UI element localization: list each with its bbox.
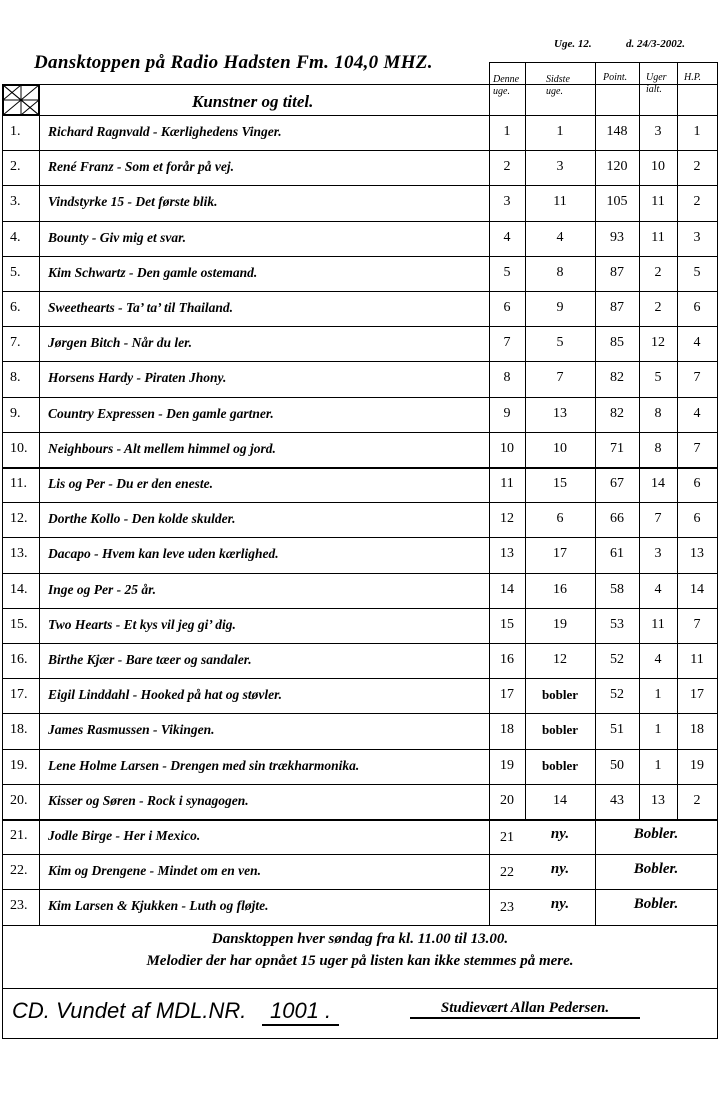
row-this-week: 7 (503, 335, 511, 350)
row-points: 85 (610, 335, 624, 350)
bubble-artist-title: Kim og Drengene - Mindet om en ven. (48, 863, 261, 878)
row-highest-position: 2 (693, 793, 701, 808)
row-last-week: bobler (541, 687, 579, 702)
row-artist-title: Neighbours - Alt mellem himmel og jord. (48, 441, 276, 456)
bubble-new-status: ny. (550, 896, 570, 912)
row-points: 105 (606, 194, 628, 209)
row-divider (3, 256, 717, 257)
row-artist-title: Kim Schwartz - Den gamle ostemand. (48, 265, 258, 280)
row-divider (3, 221, 717, 222)
row-divider (3, 467, 717, 469)
row-position: 12. (10, 511, 28, 526)
row-highest-position: 6 (693, 300, 701, 315)
crossed-box-icon (3, 85, 39, 115)
this-week-header-line1: Denne (493, 74, 520, 85)
row-highest-position: 2 (693, 194, 701, 209)
row-divider (3, 713, 717, 714)
row-divider (3, 361, 717, 362)
row-divider (3, 326, 717, 327)
row-last-week: 17 (553, 546, 567, 561)
row-divider (3, 819, 717, 821)
row-divider (3, 784, 717, 785)
row-position: 13. (10, 546, 28, 561)
footer-rule: Melodier der har opnået 15 uger på listen kan ikke stemmes på mere. (146, 953, 574, 969)
row-artist-title: Richard Ragnvald - Kærlighedens Vinger. (48, 124, 282, 139)
row-weeks-total: 5 (654, 370, 662, 385)
artist-column-header: Kunstner og titel. (192, 92, 314, 111)
bubble-this-week: 21 (500, 830, 514, 845)
row-artist-title: Eigil Linddahl - Hooked på hat og støvler. (48, 687, 283, 702)
row-this-week: 14 (500, 582, 514, 597)
row-position: 14. (10, 582, 28, 597)
row-last-week: 4 (556, 230, 564, 245)
row-highest-position: 3 (693, 230, 701, 245)
row-position: 16. (10, 652, 28, 667)
row-weeks-total: 3 (654, 124, 662, 139)
row-divider (3, 854, 717, 855)
bubble-label: Bobler. (633, 861, 679, 877)
cd-winner-label: CD. Vundet af MDL.NR. (12, 998, 247, 1023)
header-right-edge (717, 62, 718, 84)
bubble-artist-title: Jodle Birge - Her i Mexico. (48, 828, 201, 843)
row-this-week: 10 (500, 441, 514, 456)
bubble-new-status: ny. (550, 861, 570, 877)
row-this-week: 18 (500, 722, 514, 737)
footer-divider (3, 988, 717, 989)
row-points: 120 (606, 159, 628, 174)
row-divider (3, 537, 717, 538)
row-points: 52 (610, 652, 624, 667)
row-this-week: 13 (500, 546, 514, 561)
last-week-header-line2: uge. (546, 86, 563, 97)
row-last-week: 13 (553, 406, 567, 421)
row-position: 19. (10, 758, 28, 773)
row-points: 52 (610, 687, 624, 702)
row-weeks-total: 11 (651, 194, 665, 209)
row-weeks-total: 1 (654, 687, 662, 702)
studio-host: Studievært Allan Pedersen. (410, 1000, 640, 1019)
row-artist-title: Horsens Hardy - Piraten Jhony. (48, 370, 227, 385)
row-points: 82 (610, 406, 624, 421)
row-highest-position: 7 (693, 441, 701, 456)
bubble-position: 23. (10, 898, 28, 913)
row-position: 18. (10, 722, 28, 737)
points-header: Point. (603, 72, 628, 83)
row-weeks-total: 3 (654, 546, 662, 561)
hp-header: H.P. (684, 72, 702, 83)
row-artist-title: Country Expressen - Den gamle gartner. (48, 406, 274, 421)
row-last-week: 19 (553, 617, 567, 632)
row-this-week: 16 (500, 652, 514, 667)
row-position: 3. (10, 194, 21, 209)
row-this-week: 9 (503, 406, 511, 421)
cd-winner-number: 1001 . (262, 998, 339, 1026)
row-highest-position: 4 (693, 335, 701, 350)
this-week-header-line2: uge. (493, 86, 510, 97)
row-points: 53 (610, 617, 624, 632)
row-points: 43 (610, 793, 624, 808)
bubble-label: Bobler. (633, 896, 679, 912)
row-divider (3, 889, 717, 890)
row-weeks-total: 4 (654, 582, 662, 597)
row-last-week: bobler (541, 722, 579, 737)
bubble-position: 22. (10, 863, 28, 878)
bubble-this-week: 22 (500, 865, 514, 880)
bubble-artist-title: Kim Larsen & Kjukken - Luth og fløjte. (48, 898, 269, 913)
week-number: Uge. 12. (554, 38, 592, 50)
row-artist-title: Sweethearts - Ta’ ta’ til Thailand. (48, 300, 234, 315)
row-highest-position: 7 (693, 370, 701, 385)
row-position: 9. (10, 406, 21, 421)
row-last-week: 5 (556, 335, 564, 350)
weeks-total-header (646, 72, 667, 96)
row-last-week: 15 (553, 476, 567, 491)
row-points: 71 (610, 441, 624, 456)
row-points: 58 (610, 582, 624, 597)
row-weeks-total: 8 (654, 406, 662, 421)
row-divider (3, 643, 717, 644)
row-position: 20. (10, 793, 28, 808)
row-artist-title: Kisser og Søren - Rock i synagogen. (48, 793, 249, 808)
row-points: 148 (606, 124, 628, 139)
row-artist-title: James Rasmussen - Vikingen. (48, 722, 215, 737)
row-position: 5. (10, 265, 21, 280)
row-divider (3, 397, 717, 398)
row-position: 2. (10, 159, 21, 174)
bubble-new-status: ny. (550, 826, 570, 842)
row-last-week: bobler (541, 758, 579, 773)
row-divider (3, 678, 717, 679)
header-divider (3, 115, 717, 116)
row-position: 10. (10, 441, 28, 456)
row-points: 67 (610, 476, 624, 491)
row-points: 51 (610, 722, 624, 737)
row-this-week: 17 (500, 687, 514, 702)
row-this-week: 15 (500, 617, 514, 632)
row-weeks-total: 13 (651, 793, 665, 808)
row-weeks-total: 10 (651, 159, 665, 174)
row-last-week: 1 (556, 124, 564, 139)
row-points: 61 (610, 546, 624, 561)
row-artist-title: Two Hearts - Et kys vil jeg gi’ dig. (48, 617, 236, 632)
row-position: 1. (10, 124, 21, 139)
bubble-this-week: 23 (500, 900, 514, 915)
row-weeks-total: 4 (654, 652, 662, 667)
row-highest-position: 1 (693, 124, 701, 139)
row-highest-position: 5 (693, 265, 701, 280)
row-weeks-total: 8 (654, 441, 662, 456)
row-highest-position: 6 (693, 511, 701, 526)
row-highest-position: 18 (690, 722, 704, 737)
row-position: 7. (10, 335, 21, 350)
row-last-week: 14 (553, 793, 567, 808)
row-weeks-total: 7 (654, 511, 662, 526)
row-divider (3, 502, 717, 503)
row-divider (3, 749, 717, 750)
row-highest-position: 7 (693, 617, 701, 632)
row-divider (3, 573, 717, 574)
row-weeks-total: 2 (654, 265, 662, 280)
row-last-week: 11 (553, 194, 567, 209)
row-points: 87 (610, 300, 624, 315)
row-last-week: 7 (556, 370, 564, 385)
row-points: 87 (610, 265, 624, 280)
position-column-divider (39, 84, 40, 925)
last-week-header-line1: Sidste (546, 74, 570, 85)
row-highest-position: 19 (690, 758, 704, 773)
row-divider (3, 150, 717, 151)
row-position: 8. (10, 370, 21, 385)
row-last-week: 12 (553, 652, 567, 667)
row-divider (3, 291, 717, 292)
row-this-week: 6 (503, 300, 511, 315)
row-divider (3, 608, 717, 609)
row-position: 15. (10, 617, 28, 632)
row-this-week: 8 (503, 370, 511, 385)
row-position: 17. (10, 687, 28, 702)
row-points: 93 (610, 230, 624, 245)
row-divider (3, 185, 717, 186)
row-points: 82 (610, 370, 624, 385)
row-this-week: 3 (503, 194, 511, 209)
row-artist-title: René Franz - Som et forår på vej. (48, 159, 235, 174)
row-this-week: 1 (503, 124, 511, 139)
column-header-top-border (489, 62, 718, 63)
this-week-header (493, 74, 519, 98)
weeks-total-header-line1: Uger (646, 72, 667, 83)
row-weeks-total: 11 (651, 617, 665, 632)
row-artist-title: Lis og Per - Du er den eneste. (48, 476, 213, 491)
weeks-total-header-line2: ialt. (646, 84, 662, 95)
row-this-week: 12 (500, 511, 514, 526)
row-position: 4. (10, 230, 21, 245)
row-highest-position: 6 (693, 476, 701, 491)
row-artist-title: Bounty - Giv mig et svar. (48, 230, 186, 245)
row-this-week: 19 (500, 758, 514, 773)
row-weeks-total: 1 (654, 758, 662, 773)
row-highest-position: 14 (690, 582, 704, 597)
row-artist-title: Dorthe Kollo - Den kolde skulder. (48, 511, 236, 526)
row-weeks-total: 12 (651, 335, 665, 350)
row-divider (3, 432, 717, 433)
row-artist-title: Lene Holme Larsen - Drengen med sin trækharmonika. (48, 758, 360, 773)
row-this-week: 20 (500, 793, 514, 808)
row-artist-title: Birthe Kjær - Bare tæer og sandaler. (48, 652, 252, 667)
row-last-week: 6 (556, 511, 564, 526)
row-position: 6. (10, 300, 21, 315)
bubble-position: 21. (10, 828, 28, 843)
row-weeks-total: 2 (654, 300, 662, 315)
footer-schedule: Dansktoppen hver søndag fra kl. 11.00 til 13.00. (211, 931, 509, 947)
row-highest-position: 2 (693, 159, 701, 174)
row-this-week: 11 (500, 476, 514, 491)
row-highest-position: 11 (690, 652, 704, 667)
row-weeks-total: 1 (654, 722, 662, 737)
row-this-week: 4 (503, 230, 511, 245)
last-week-header (546, 74, 570, 98)
row-artist-title: Jørgen Bitch - Når du ler. (48, 335, 193, 350)
row-weeks-total: 14 (651, 476, 665, 491)
row-highest-position: 4 (693, 406, 701, 421)
row-position: 11. (10, 476, 27, 491)
row-last-week: 16 (553, 582, 567, 597)
page-title: Dansktoppen på Radio Hadsten Fm. 104,0 MHZ. (34, 52, 433, 73)
row-last-week: 9 (556, 300, 564, 315)
row-last-week: 8 (556, 265, 564, 280)
row-artist-title: Dacapo - Hvem kan leve uden kærlighed. (48, 546, 279, 561)
row-this-week: 2 (503, 159, 511, 174)
row-artist-title: Inge og Per - 25 år. (48, 582, 156, 597)
row-divider (3, 925, 717, 926)
row-highest-position: 13 (690, 546, 704, 561)
row-last-week: 3 (556, 159, 564, 174)
bubble-label: Bobler. (633, 826, 679, 842)
row-points: 50 (610, 758, 624, 773)
row-points: 66 (610, 511, 624, 526)
row-weeks-total: 11 (651, 230, 665, 245)
row-last-week: 10 (553, 441, 567, 456)
row-this-week: 5 (503, 265, 511, 280)
row-highest-position: 17 (690, 687, 704, 702)
chart-date: d. 24/3-2002. (626, 38, 685, 50)
row-artist-title: Vindstyrke 15 - Det første blik. (48, 194, 218, 209)
